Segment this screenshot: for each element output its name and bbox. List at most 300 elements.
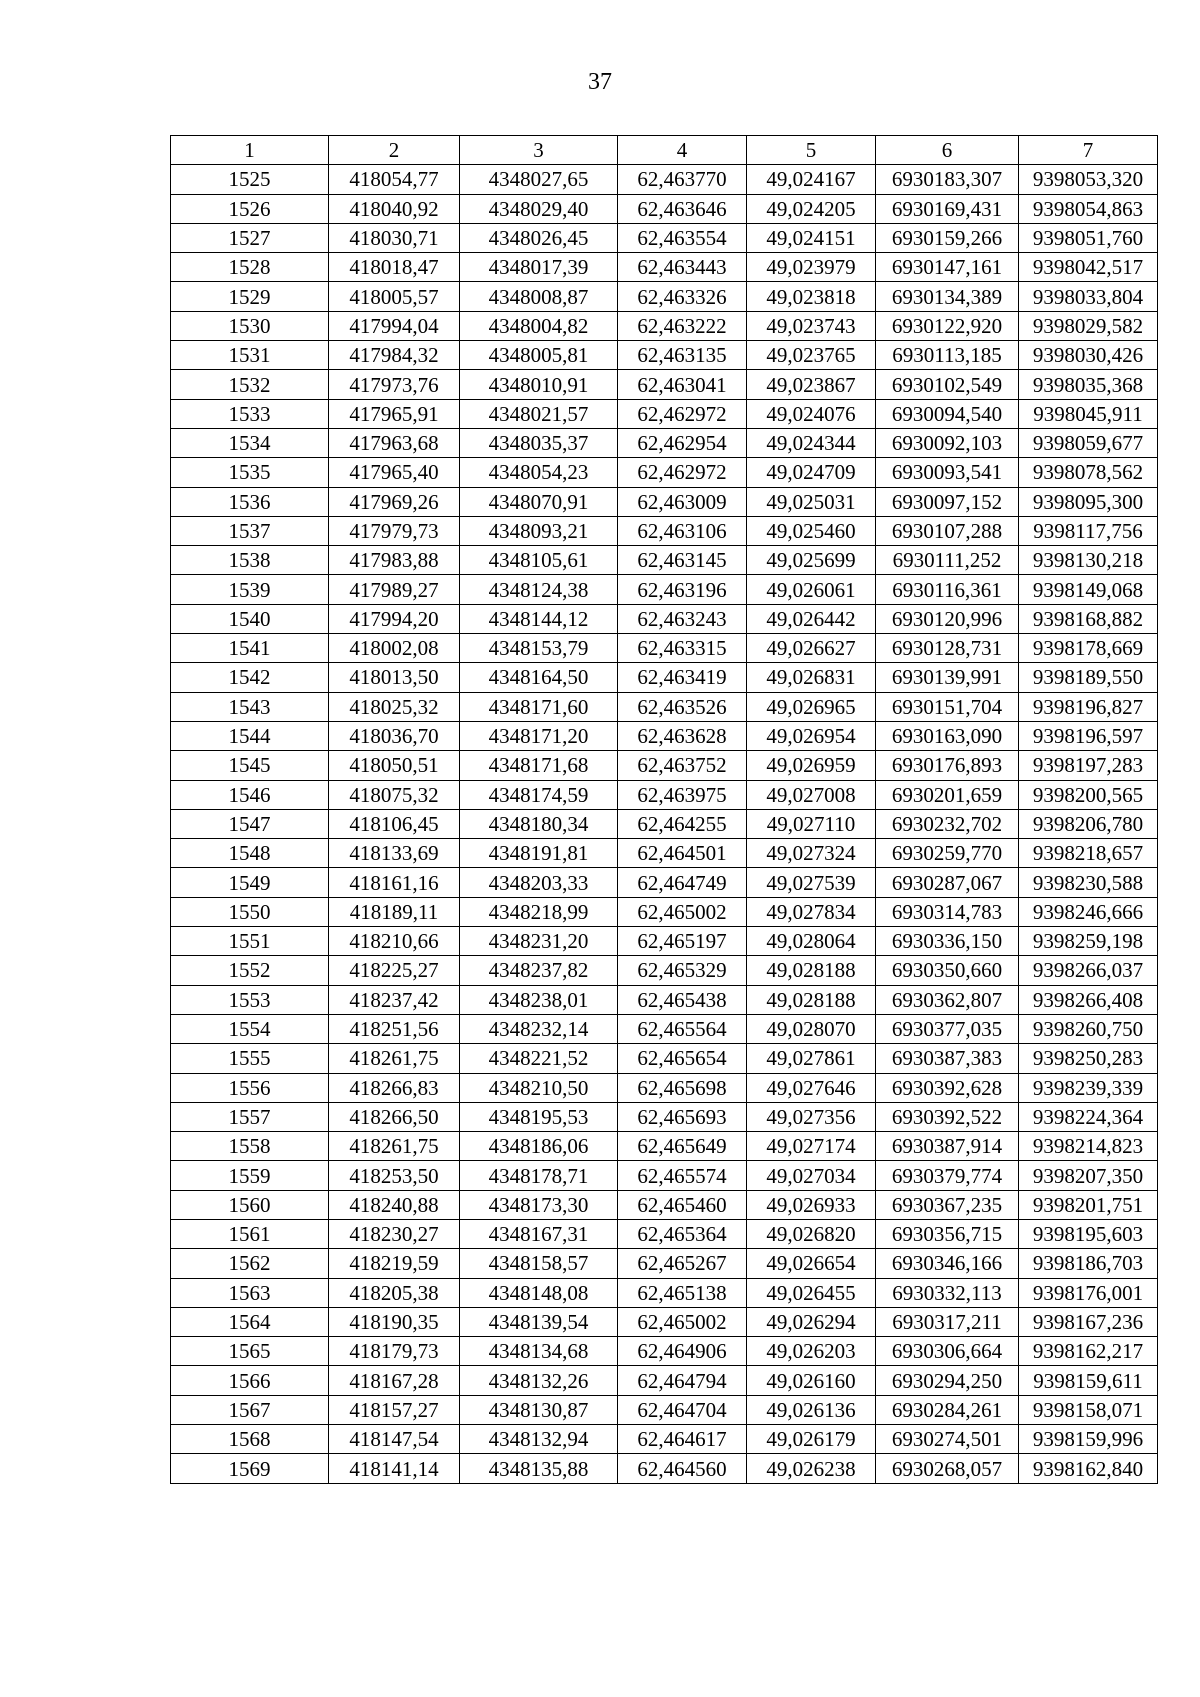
table-cell: 62,465649 [618,1132,747,1161]
table-row [171,663,1158,692]
table-cell: 6930169,431 [876,194,1019,223]
table-cell: 1561 [171,1219,329,1248]
table-cell: 4348153,79 [460,634,618,663]
table-cell: 49,026160 [747,1366,876,1395]
table-cell: 1527 [171,223,329,252]
table-cell: 9398197,283 [1019,751,1158,780]
table-cell: 62,463628 [618,721,747,750]
table-cell: 1533 [171,399,329,428]
table-cell: 9398045,911 [1019,399,1158,428]
table-cell: 418253,50 [329,1161,460,1190]
table-cell: 62,464560 [618,1454,747,1483]
table-cell: 62,464617 [618,1425,747,1454]
table-row [171,956,1158,985]
table-cell: 49,028070 [747,1014,876,1043]
table-row [171,634,1158,663]
table-cell: 6930362,807 [876,985,1019,1014]
table-cell: 6930387,914 [876,1132,1019,1161]
table-cell: 418219,59 [329,1249,460,1278]
table-row [171,1102,1158,1131]
table-cell: 49,026294 [747,1307,876,1336]
table-row [171,1161,1158,1190]
table-cell: 49,023818 [747,282,876,311]
table-cell: 1529 [171,282,329,311]
table-row [171,604,1158,633]
table-cell: 4348134,68 [460,1337,618,1366]
table-cell: 49,025460 [747,516,876,545]
page-number: 37 [588,69,612,95]
table-cell: 4348158,57 [460,1249,618,1278]
table-cell: 62,463243 [618,604,747,633]
table-cell: 4348021,57 [460,399,618,428]
table-cell: 62,464794 [618,1366,747,1395]
table-cell: 417973,76 [329,370,460,399]
table-cell: 418161,16 [329,868,460,897]
table-row [171,1366,1158,1395]
table-cell: 49,024709 [747,458,876,487]
table-cell: 49,023867 [747,370,876,399]
table-cell: 4348070,91 [460,487,618,516]
table-row [171,428,1158,457]
table-cell: 9398250,283 [1019,1044,1158,1073]
table-cell: 62,463554 [618,223,747,252]
table-cell: 9398029,582 [1019,311,1158,340]
table-row [171,868,1158,897]
table-cell: 6930120,996 [876,604,1019,633]
table-cell: 49,026203 [747,1337,876,1366]
table-row [171,1014,1158,1043]
table-cell: 1567 [171,1395,329,1424]
column-header: 5 [747,136,876,165]
table-cell: 6930377,035 [876,1014,1019,1043]
table-cell: 418167,28 [329,1366,460,1395]
table-cell: 4348164,50 [460,663,618,692]
table-cell: 1565 [171,1337,329,1366]
table-cell: 62,465574 [618,1161,747,1190]
table-row [171,399,1158,428]
table-cell: 417965,91 [329,399,460,428]
table-cell: 1554 [171,1014,329,1043]
table-cell: 49,026627 [747,634,876,663]
table-cell: 9398246,666 [1019,897,1158,926]
table-cell: 62,464501 [618,839,747,868]
table-cell: 9398189,550 [1019,663,1158,692]
table-cell: 9398266,408 [1019,985,1158,1014]
table-row [171,487,1158,516]
table-cell: 1560 [171,1190,329,1219]
table-cell: 4348010,91 [460,370,618,399]
table-cell: 49,026442 [747,604,876,633]
table-cell: 9398159,996 [1019,1425,1158,1454]
table-cell: 4348218,99 [460,897,618,926]
table-cell: 49,028188 [747,985,876,1014]
table-row [171,546,1158,575]
table-cell: 4348008,87 [460,282,618,311]
table-cell: 9398059,677 [1019,428,1158,457]
table-row [171,751,1158,780]
table-cell: 62,465698 [618,1073,747,1102]
table-cell: 1538 [171,546,329,575]
table-cell: 4348105,61 [460,546,618,575]
table-cell: 9398033,804 [1019,282,1158,311]
table-cell: 62,463443 [618,253,747,282]
table-cell: 4348029,40 [460,194,618,223]
table-cell: 62,463419 [618,663,747,692]
table-cell: 62,463106 [618,516,747,545]
table-cell: 418210,66 [329,927,460,956]
table-cell: 62,463135 [618,341,747,370]
table-cell: 4348026,45 [460,223,618,252]
table-cell: 9398167,236 [1019,1307,1158,1336]
table-cell: 4348017,39 [460,253,618,282]
table-cell: 1548 [171,839,329,868]
table-cell: 49,027008 [747,780,876,809]
coordinates-table [170,135,1158,1484]
table-cell: 4348191,81 [460,839,618,868]
table-cell: 6930122,920 [876,311,1019,340]
table-cell: 418261,75 [329,1044,460,1073]
table-cell: 418040,92 [329,194,460,223]
table-cell: 4348130,87 [460,1395,618,1424]
table-cell: 4348171,68 [460,751,618,780]
table-cell: 9398176,001 [1019,1278,1158,1307]
table-cell: 1526 [171,194,329,223]
table-cell: 418225,27 [329,956,460,985]
table-cell: 6930379,774 [876,1161,1019,1190]
table-cell: 6930147,161 [876,253,1019,282]
table-cell: 417994,20 [329,604,460,633]
column-header: 7 [1019,136,1158,165]
table-cell: 1557 [171,1102,329,1131]
table-cell: 49,023743 [747,311,876,340]
table-row [171,311,1158,340]
table-cell: 49,028064 [747,927,876,956]
table-cell: 6930356,715 [876,1219,1019,1248]
table-cell: 49,024344 [747,428,876,457]
table-cell: 6930287,067 [876,868,1019,897]
table-cell: 9398051,760 [1019,223,1158,252]
table-cell: 418190,35 [329,1307,460,1336]
table-cell: 62,465438 [618,985,747,1014]
table-cell: 418030,71 [329,223,460,252]
table-cell: 418133,69 [329,839,460,868]
table-cell: 62,463770 [618,165,747,194]
table-cell: 9398196,827 [1019,692,1158,721]
table-cell: 62,462954 [618,428,747,457]
table-cell: 417983,88 [329,546,460,575]
table-cell: 9398035,368 [1019,370,1158,399]
table-cell: 1552 [171,956,329,985]
table-cell: 62,462972 [618,399,747,428]
table-cell: 4348027,65 [460,165,618,194]
table-cell: 1549 [171,868,329,897]
table-row [171,692,1158,721]
table-cell: 9398130,218 [1019,546,1158,575]
table-cell: 1544 [171,721,329,750]
table-cell: 49,023979 [747,253,876,282]
table-cell: 49,027174 [747,1132,876,1161]
table-cell: 4348132,26 [460,1366,618,1395]
table-cell: 49,026820 [747,1219,876,1248]
table-cell: 418179,73 [329,1337,460,1366]
table-row [171,1073,1158,1102]
table-cell: 9398214,823 [1019,1132,1158,1161]
table-cell: 418005,57 [329,282,460,311]
table-cell: 9398196,597 [1019,721,1158,750]
table-cell: 62,464255 [618,809,747,838]
table-cell: 6930116,361 [876,575,1019,604]
table-cell: 1547 [171,809,329,838]
table-cell: 6930201,659 [876,780,1019,809]
table-row [171,1190,1158,1219]
table-cell: 6930232,702 [876,809,1019,838]
table-cell: 9398186,703 [1019,1249,1158,1278]
column-header: 6 [876,136,1019,165]
table-cell: 6930346,166 [876,1249,1019,1278]
table-cell: 49,023765 [747,341,876,370]
table-cell: 6930336,150 [876,927,1019,956]
table-cell: 49,027034 [747,1161,876,1190]
table-cell: 417994,04 [329,311,460,340]
table-cell: 49,026959 [747,751,876,780]
table-cell: 6930317,211 [876,1307,1019,1336]
table-cell: 62,463222 [618,311,747,340]
table-cell: 4348124,38 [460,575,618,604]
table-cell: 6930093,541 [876,458,1019,487]
table-cell: 1551 [171,927,329,956]
table-cell: 9398178,669 [1019,634,1158,663]
table-row [171,1249,1158,1278]
table-cell: 9398149,068 [1019,575,1158,604]
table-cell: 4348221,52 [460,1044,618,1073]
table-cell: 62,463145 [618,546,747,575]
table-cell: 1543 [171,692,329,721]
table-cell: 62,464749 [618,868,747,897]
table-cell: 6930392,628 [876,1073,1019,1102]
table-cell: 4348093,21 [460,516,618,545]
table-cell: 9398201,751 [1019,1190,1158,1219]
table-cell: 417979,73 [329,516,460,545]
table-cell: 418261,75 [329,1132,460,1161]
table-cell: 418205,38 [329,1278,460,1307]
table-cell: 62,462972 [618,458,747,487]
table-cell: 62,463041 [618,370,747,399]
table-cell: 9398054,863 [1019,194,1158,223]
table-cell: 9398239,339 [1019,1073,1158,1102]
table-cell: 49,027861 [747,1044,876,1073]
table-row [171,253,1158,282]
table-cell: 62,463646 [618,194,747,223]
table-cell: 62,463009 [618,487,747,516]
table-cell: 417965,40 [329,458,460,487]
table-cell: 62,464906 [618,1337,747,1366]
table-cell: 62,463526 [618,692,747,721]
table-cell: 418002,08 [329,634,460,663]
table-cell: 9398078,562 [1019,458,1158,487]
table-cell: 49,027356 [747,1102,876,1131]
table-cell: 418237,42 [329,985,460,1014]
table-cell: 6930107,288 [876,516,1019,545]
table-cell: 62,463975 [618,780,747,809]
table-cell: 49,026238 [747,1454,876,1483]
table-cell: 1530 [171,311,329,340]
table-cell: 418025,32 [329,692,460,721]
table-cell: 4348135,88 [460,1454,618,1483]
table-cell: 6930102,549 [876,370,1019,399]
table-cell: 6930268,057 [876,1454,1019,1483]
table-cell: 9398266,037 [1019,956,1158,985]
table-cell: 4348005,81 [460,341,618,370]
table-cell: 62,463315 [618,634,747,663]
table-row [171,1454,1158,1483]
table-cell: 62,463752 [618,751,747,780]
table-cell: 6930332,113 [876,1278,1019,1307]
table-row [171,927,1158,956]
table-cell: 1569 [171,1454,329,1483]
table-cell: 1534 [171,428,329,457]
table-cell: 4348148,08 [460,1278,618,1307]
table-cell: 417984,32 [329,341,460,370]
table-cell: 1546 [171,780,329,809]
table-cell: 62,465564 [618,1014,747,1043]
table-cell: 418147,54 [329,1425,460,1454]
table-row [171,194,1158,223]
table-cell: 1528 [171,253,329,282]
table-row [171,1337,1158,1366]
column-header: 4 [618,136,747,165]
table-cell: 9398218,657 [1019,839,1158,868]
table-cell: 49,026965 [747,692,876,721]
table-cell: 4348232,14 [460,1014,618,1043]
table-cell: 6930259,770 [876,839,1019,868]
table-cell: 9398259,198 [1019,927,1158,956]
table-cell: 49,024151 [747,223,876,252]
table-cell: 417963,68 [329,428,460,457]
table-cell: 1539 [171,575,329,604]
table-cell: 4348035,37 [460,428,618,457]
table-cell: 9398207,350 [1019,1161,1158,1190]
table-row [171,897,1158,926]
table-row [171,1307,1158,1336]
table-cell: 6930314,783 [876,897,1019,926]
table-cell: 418251,56 [329,1014,460,1043]
table-cell: 6930113,185 [876,341,1019,370]
table-cell: 49,026136 [747,1395,876,1424]
table-cell: 4348173,30 [460,1190,618,1219]
table-cell: 4348178,71 [460,1161,618,1190]
table-cell: 4348238,01 [460,985,618,1014]
table-row [171,985,1158,1014]
table-row [171,516,1158,545]
table-cell: 6930159,266 [876,223,1019,252]
table-cell: 6930097,152 [876,487,1019,516]
table-cell: 1540 [171,604,329,633]
table-cell: 4348203,33 [460,868,618,897]
table-cell: 1537 [171,516,329,545]
table-row [171,809,1158,838]
table-cell: 1555 [171,1044,329,1073]
table-cell: 9398158,071 [1019,1395,1158,1424]
table-cell: 1525 [171,165,329,194]
table-cell: 49,027324 [747,839,876,868]
table-cell: 418050,51 [329,751,460,780]
table-cell: 418106,45 [329,809,460,838]
column-header: 2 [329,136,460,165]
column-header: 1 [171,136,329,165]
table-cell: 1558 [171,1132,329,1161]
table-cell: 1564 [171,1307,329,1336]
table-row [171,721,1158,750]
table-cell: 49,027646 [747,1073,876,1102]
table-cell: 9398030,426 [1019,341,1158,370]
table-cell: 4348144,12 [460,604,618,633]
table-cell: 9398260,750 [1019,1014,1158,1043]
table-cell: 6930387,383 [876,1044,1019,1073]
table-cell: 6930183,307 [876,165,1019,194]
table-cell: 418189,11 [329,897,460,926]
table-cell: 9398206,780 [1019,809,1158,838]
table-cell: 6930151,704 [876,692,1019,721]
table-cell: 49,027834 [747,897,876,926]
table-cell: 49,024167 [747,165,876,194]
table-cell: 9398117,756 [1019,516,1158,545]
table-row [171,780,1158,809]
table-row [171,223,1158,252]
table-cell: 49,026933 [747,1190,876,1219]
table-cell: 49,026954 [747,721,876,750]
table-cell: 4348139,54 [460,1307,618,1336]
table-cell: 62,465002 [618,897,747,926]
table-cell: 62,465364 [618,1219,747,1248]
table-cell: 6930134,389 [876,282,1019,311]
table-cell: 6930139,991 [876,663,1019,692]
table-cell: 6930094,540 [876,399,1019,428]
table-cell: 6930306,664 [876,1337,1019,1366]
table-cell: 4348237,82 [460,956,618,985]
table-cell: 4348186,06 [460,1132,618,1161]
table-cell: 9398200,565 [1019,780,1158,809]
table-row [171,1132,1158,1161]
table-cell: 9398159,611 [1019,1366,1158,1395]
table-cell: 418075,32 [329,780,460,809]
table-cell: 6930392,522 [876,1102,1019,1131]
table-cell: 418230,27 [329,1219,460,1248]
table-cell: 4348054,23 [460,458,618,487]
table-cell: 1566 [171,1366,329,1395]
table-cell: 9398224,364 [1019,1102,1158,1131]
table-cell: 9398195,603 [1019,1219,1158,1248]
table-cell: 4348004,82 [460,311,618,340]
table-cell: 1531 [171,341,329,370]
table-cell: 4348174,59 [460,780,618,809]
table-row [171,341,1158,370]
table-cell: 49,027110 [747,809,876,838]
table-row [171,1425,1158,1454]
table-cell: 4348210,50 [460,1073,618,1102]
table-cell: 418036,70 [329,721,460,750]
table-cell: 1542 [171,663,329,692]
table-header-row [171,136,1158,165]
table-row [171,282,1158,311]
table-row [171,1278,1158,1307]
table-cell: 6930294,250 [876,1366,1019,1395]
table-cell: 1535 [171,458,329,487]
table-cell: 49,024205 [747,194,876,223]
table-cell: 6930284,261 [876,1395,1019,1424]
table-cell: 4348180,34 [460,809,618,838]
table-cell: 49,026831 [747,663,876,692]
table-cell: 418266,83 [329,1073,460,1102]
